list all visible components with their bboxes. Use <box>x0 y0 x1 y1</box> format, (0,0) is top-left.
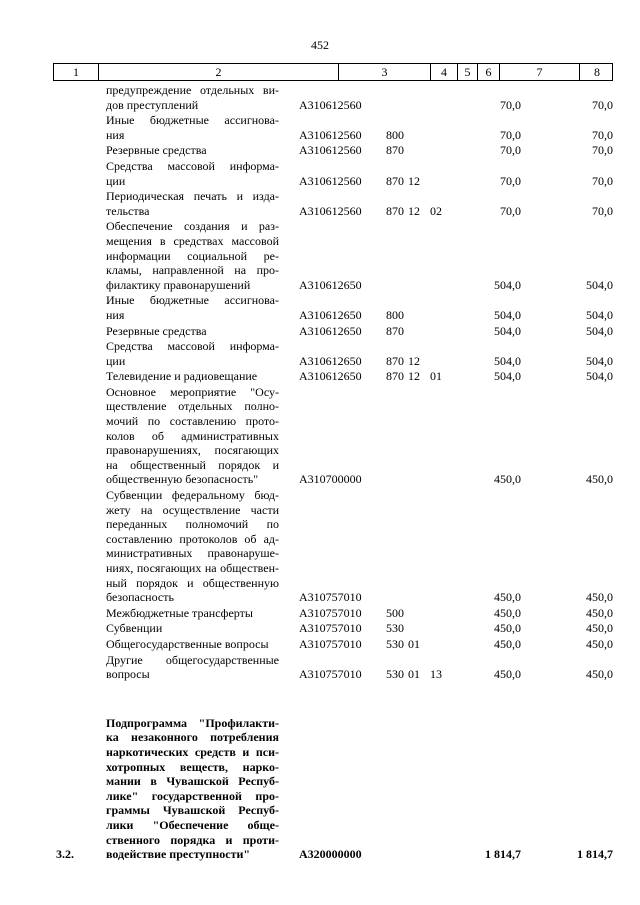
expense-type: 800 <box>386 307 404 322</box>
description-line: ственного порядка и проти- <box>106 832 279 847</box>
expense-type: 870 <box>386 143 404 158</box>
expense-type: 530 <box>386 636 404 651</box>
header-col-3: 3 <box>339 64 431 80</box>
description-line: ции <box>106 353 126 368</box>
description-line: ный порядок и общественную <box>106 575 279 590</box>
description-line: ществление отдельных полно- <box>106 399 279 414</box>
row-description <box>106 488 279 605</box>
description-line: Резервные средства <box>106 323 207 338</box>
description-line: мещения в средствах массовой <box>106 233 279 248</box>
target-code: А320000000 <box>299 847 362 862</box>
target-code: А310612650 <box>299 353 362 368</box>
page-number: 452 <box>311 38 329 52</box>
amount-col8: 450,0 <box>586 621 613 636</box>
description-line: вопросы <box>106 667 150 682</box>
table-row <box>0 488 640 605</box>
row-description <box>106 606 279 621</box>
header-col-7: 7 <box>500 64 580 80</box>
description-line: информации социальной ре- <box>106 248 279 263</box>
amount-col7: 450,0 <box>494 636 521 651</box>
description-line: Резервные средства <box>106 143 207 158</box>
amount-col8: 504,0 <box>586 323 613 338</box>
description-line: граммы Чувашской Респуб- <box>106 803 279 818</box>
expense-type: 870 <box>386 369 404 384</box>
table-row <box>0 113 640 142</box>
description-line: безопасность <box>106 590 174 605</box>
header-col-5: 5 <box>458 64 478 80</box>
amount-col8: 1 814,7 <box>577 847 613 862</box>
amount-col8: 70,0 <box>592 173 613 188</box>
target-code: А310612650 <box>299 307 362 322</box>
target-code: А310757010 <box>299 667 362 682</box>
table-row <box>0 385 640 487</box>
amount-col7: 504,0 <box>494 323 521 338</box>
header-col-1: 1 <box>54 64 99 80</box>
amount-col7: 70,0 <box>500 203 521 218</box>
table-row <box>0 189 640 218</box>
row-description <box>106 637 279 652</box>
target-code: А310700000 <box>299 472 362 487</box>
description-line: Другие общегосударственные <box>106 652 279 667</box>
amount-col8: 450,0 <box>586 636 613 651</box>
amount-col8: 450,0 <box>586 605 613 620</box>
target-code: А310757010 <box>299 621 362 636</box>
table-header <box>53 63 613 81</box>
amount-col8: 70,0 <box>592 97 613 112</box>
target-code: А310757010 <box>299 636 362 651</box>
amount-col8: 450,0 <box>586 472 613 487</box>
table-row <box>0 637 640 652</box>
amount-col7: 504,0 <box>494 353 521 368</box>
description-line: Обеспечение создания и раз- <box>106 219 279 234</box>
description-line: Субвенции <box>106 621 163 636</box>
target-code: А310612560 <box>299 127 362 142</box>
target-code: А310612650 <box>299 277 362 292</box>
table-row <box>0 621 640 636</box>
description-line: Иные бюджетные ассигнова- <box>106 293 279 308</box>
description-line: Межбюджетные трансферты <box>106 605 253 620</box>
table-row <box>0 159 640 188</box>
description-line: Телевидение и радиовещание <box>106 369 258 384</box>
description-line: составлению протоколов об ад- <box>106 531 279 546</box>
expense-type: 500 <box>386 605 404 620</box>
table-row <box>0 653 640 682</box>
row-description <box>106 113 279 142</box>
expense-type: 530 <box>386 667 404 682</box>
table-row <box>0 219 640 292</box>
section-code: 12 <box>408 353 420 368</box>
expense-type: 870 <box>386 353 404 368</box>
section-code: 12 <box>408 369 420 384</box>
target-code: А310612560 <box>299 97 362 112</box>
amount-col7: 450,0 <box>494 590 521 605</box>
target-code: А310612560 <box>299 203 362 218</box>
target-code: А310612560 <box>299 143 362 158</box>
description-line: мании в Чувашской Респуб- <box>106 774 279 789</box>
amount-col8: 450,0 <box>586 590 613 605</box>
description-line: тельства <box>106 203 150 218</box>
description-line: на общественный порядок и <box>106 457 279 472</box>
table-body <box>0 83 640 862</box>
description-line: общественную безопасность" <box>106 472 259 487</box>
header-col-8: 8 <box>594 65 600 79</box>
row-description <box>106 219 279 292</box>
subsection-code: 13 <box>430 667 442 682</box>
amount-col8: 504,0 <box>586 307 613 322</box>
amount-col8: 70,0 <box>592 203 613 218</box>
description-line: Средства массовой информа- <box>106 339 279 354</box>
description-line: Субвенции федеральному бюд- <box>106 488 279 503</box>
subsection-code: 01 <box>430 369 442 384</box>
description-line: лики "Обеспечение обще- <box>106 817 279 832</box>
description-line: Иные бюджетные ассигнова- <box>106 113 279 128</box>
row-description <box>106 621 279 636</box>
row-description <box>106 385 279 487</box>
amount-col7: 450,0 <box>494 605 521 620</box>
amount-col7: 70,0 <box>500 127 521 142</box>
description-line: переданных полномочий по <box>106 517 279 532</box>
row-description <box>106 324 279 339</box>
amount-col7: 504,0 <box>494 277 521 292</box>
description-line: Периодическая печать и изда- <box>106 189 279 204</box>
table-row <box>0 83 640 112</box>
subsection-code: 02 <box>430 203 442 218</box>
section-code: 12 <box>408 173 420 188</box>
description-line: филактику правонарушений <box>106 277 251 292</box>
description-line: ниях, посягающих на обществен- <box>106 561 279 575</box>
table-row <box>0 143 640 158</box>
description-line: министративных правонаруше- <box>106 546 279 561</box>
amount-col8: 504,0 <box>586 369 613 384</box>
target-code: А310612560 <box>299 173 362 188</box>
amount-col8: 504,0 <box>586 353 613 368</box>
amount-col8: 504,0 <box>586 277 613 292</box>
expense-type: 870 <box>386 173 404 188</box>
expense-type: 530 <box>386 621 404 636</box>
amount-col7: 450,0 <box>494 621 521 636</box>
row-description <box>106 339 279 368</box>
description-line: предупреждение отдельных ви- <box>106 83 279 97</box>
section-number: 3.2. <box>56 847 74 862</box>
description-line: Подпрограмма "Профилакти- <box>106 715 279 730</box>
amount-col8: 70,0 <box>592 143 613 158</box>
amount-col7: 70,0 <box>500 173 521 188</box>
target-code: А310757010 <box>299 590 362 605</box>
section-code: 01 <box>408 636 420 651</box>
table-row <box>0 324 640 339</box>
description-line: дов преступлений <box>106 97 199 112</box>
section-code: 12 <box>408 203 420 218</box>
expense-type: 800 <box>386 127 404 142</box>
target-code: А310757010 <box>299 605 362 620</box>
row-description <box>106 293 279 322</box>
header-col-2: 2 <box>99 64 339 80</box>
row-description <box>106 653 279 682</box>
row-description <box>106 159 279 188</box>
table-row <box>0 369 640 384</box>
amount-col7: 70,0 <box>500 97 521 112</box>
row-description <box>106 83 279 112</box>
target-code: А310612650 <box>299 369 362 384</box>
amount-col7: 450,0 <box>494 667 521 682</box>
table-row <box>0 606 640 621</box>
description-line: водействие преступности" <box>106 847 251 862</box>
row-description <box>106 369 279 384</box>
header-col-6: 6 <box>478 64 500 80</box>
amount-col7: 504,0 <box>494 369 521 384</box>
description-line: наркотических средств и пси- <box>106 744 279 759</box>
target-code: А310612650 <box>299 323 362 338</box>
description-line: Основное мероприятие "Осу- <box>106 384 279 399</box>
table-row <box>0 339 640 368</box>
description-line: ния <box>106 307 125 322</box>
amount-col8: 450,0 <box>586 667 613 682</box>
description-line: мочий по составлению прото- <box>106 414 279 429</box>
header-col-4: 4 <box>431 64 458 80</box>
table-row <box>0 293 640 322</box>
description-line: ции <box>106 173 126 188</box>
amount-col7: 450,0 <box>494 472 521 487</box>
row-description <box>106 189 279 218</box>
amount-col7: 70,0 <box>500 143 521 158</box>
description-line: колов об административных <box>106 428 279 443</box>
table-row <box>0 716 640 862</box>
description-line: Средства массовой информа- <box>106 158 279 173</box>
description-line: ка незаконного потребления <box>106 730 279 745</box>
amount-col7: 504,0 <box>494 307 521 322</box>
expense-type: 870 <box>386 203 404 218</box>
row-description <box>106 716 279 862</box>
amount-col7: 1 814,7 <box>485 847 521 862</box>
description-line: ния <box>106 127 125 142</box>
description-line: кламы, направленной на про- <box>106 263 279 278</box>
description-line: правонарушениях, посягающих <box>106 443 279 458</box>
amount-col8: 70,0 <box>592 127 613 142</box>
section-code: 01 <box>408 667 420 682</box>
expense-type: 870 <box>386 323 404 338</box>
description-line: хотропных веществ, нарко- <box>106 759 279 774</box>
description-line: жету на осуществление части <box>106 502 279 517</box>
description-line: лике" государственной про- <box>106 788 279 803</box>
row-description <box>106 143 279 158</box>
description-line: Общегосударственные вопросы <box>106 636 269 651</box>
